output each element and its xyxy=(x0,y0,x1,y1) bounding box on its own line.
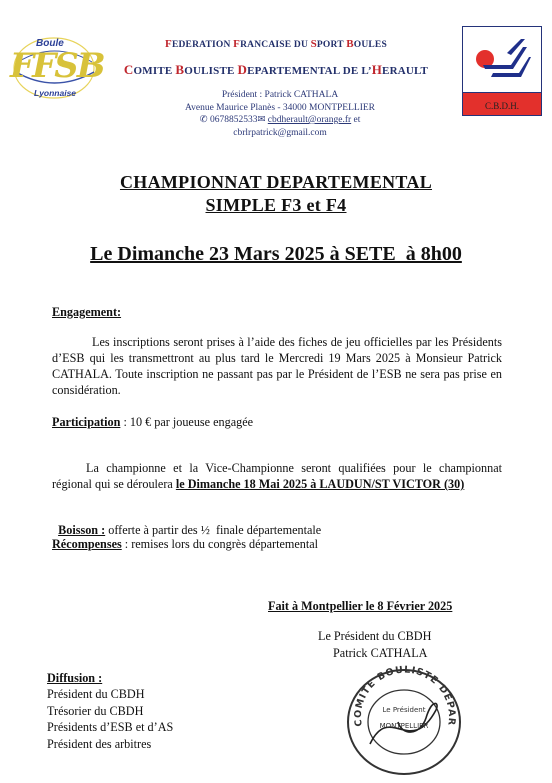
header-initial-letter: S xyxy=(310,38,317,50)
boisson-row xyxy=(52,506,321,538)
header-word-rest: RANCAISE DU xyxy=(240,40,311,50)
recompenses-row xyxy=(52,536,318,552)
qualification-text-before: La championne et la Vice-Championne seront qualifiées pour le championnat régional qui se déroulera xyxy=(52,461,502,491)
diffusion-item: Président du CBDH xyxy=(47,687,145,701)
diffusion-item: Présidents d’ESB et d’AS xyxy=(47,720,174,734)
header-word-rest: OMITE xyxy=(133,65,176,77)
boisson-text: offerte à partir des ½ finale départementale xyxy=(105,523,322,537)
signature-place-date: Fait à Montpellier le 8 Février 2025 xyxy=(268,599,453,613)
header-word-rest: EDERATION xyxy=(171,40,234,50)
qualification-text xyxy=(52,460,502,492)
recompenses-label: Récompenses xyxy=(52,537,122,551)
header-word-rest: OULES xyxy=(353,40,387,50)
qualification-highlight: le Dimanche 18 Mai 2025 à LAUDUN/ST VICTOR (30) xyxy=(175,477,465,491)
event-date: Le Dimanche 23 Mars 2025 à SETE à 8h00 xyxy=(90,243,462,265)
president-info xyxy=(160,89,400,139)
federation-line xyxy=(0,38,552,50)
signature-role: Le Président du CBDH xyxy=(318,629,432,643)
phone-number: 0678852533 xyxy=(209,115,258,125)
address-line: Avenue Maurice Planès - 34000 MONTPELLIER xyxy=(184,102,376,113)
header-word-rest: OULISTE xyxy=(184,65,238,77)
header-word-rest: EPARTEMENTAL DE L’ xyxy=(247,65,372,77)
email-link-2[interactable]: cbrlrpatrick@gmail.com xyxy=(233,127,327,138)
title-line-1: CHAMPIONNAT DEPARTEMENTAL xyxy=(119,172,433,192)
header-initial-letter: H xyxy=(371,62,383,77)
cbdh-logo-caption: C.B.D.H. xyxy=(484,101,519,111)
ffsb-logo-bottom-text: Lyonnaise xyxy=(34,88,77,98)
header-word-rest: PORT xyxy=(316,40,347,50)
header-word-rest: ERAULT xyxy=(382,65,429,77)
engagement-text: Les inscriptions seront prises à l’aide des fiches de jeu officielles par les Présidents d’ESB qui les transmettront au plus tard le Mercredi 19 Mars 2025 à Monsieur Patrick CATHALA. Toute inscription ne passant pas par le Président de l’ESB ne sera pas prise en considération. xyxy=(52,335,502,397)
participation-label: Participation xyxy=(52,415,121,429)
contact-line xyxy=(160,114,400,127)
stamp-graphic xyxy=(340,662,468,778)
header-initial-letter: F xyxy=(165,38,172,50)
header-initial-letter: B xyxy=(346,38,354,50)
stamp-ring-text: COMITE BOULISTE DEPAR xyxy=(352,664,458,728)
engagement-label: Engagement: xyxy=(52,305,122,319)
email-link-1[interactable]: cbdherault@orange.fr xyxy=(267,115,352,125)
header-initial-letter: B xyxy=(175,62,185,77)
stamp-center-line-2: MONTPELLIER xyxy=(379,722,429,730)
diffusion-label: Diffusion : xyxy=(47,671,103,685)
participation-text: : 10 € par joueuse engagée xyxy=(120,415,254,429)
signature-name: Patrick CATHALA xyxy=(333,646,428,660)
title-line-2: SIMPLE F3 et F4 xyxy=(205,195,347,215)
header-initial-letter: F xyxy=(233,38,241,50)
phone-icon: ✆ xyxy=(199,115,210,125)
stamp-center-line-1: Le Président xyxy=(382,706,426,714)
mail-icon: ✉ xyxy=(257,115,268,125)
official-stamp xyxy=(340,662,468,778)
diffusion-item: Trésorier du CBDH xyxy=(47,703,144,718)
recompenses-text: : remises lors du congrès départemental xyxy=(121,537,319,551)
ffsb-logo-letters: FFSB xyxy=(10,46,104,86)
diffusion-item: Président des arbitres xyxy=(47,736,152,751)
ffsb-logo-top-text: Boule xyxy=(36,38,64,49)
president-line: Président : Patrick CATHALA xyxy=(221,90,339,100)
email-joiner: et xyxy=(351,115,361,125)
diffusion-list xyxy=(47,686,173,752)
header-initial-letter: C xyxy=(123,62,134,77)
participation-row xyxy=(52,414,253,430)
header-initial-letter: D xyxy=(237,62,248,77)
boisson-label: Boisson : xyxy=(58,523,106,537)
comite-line xyxy=(0,62,552,78)
